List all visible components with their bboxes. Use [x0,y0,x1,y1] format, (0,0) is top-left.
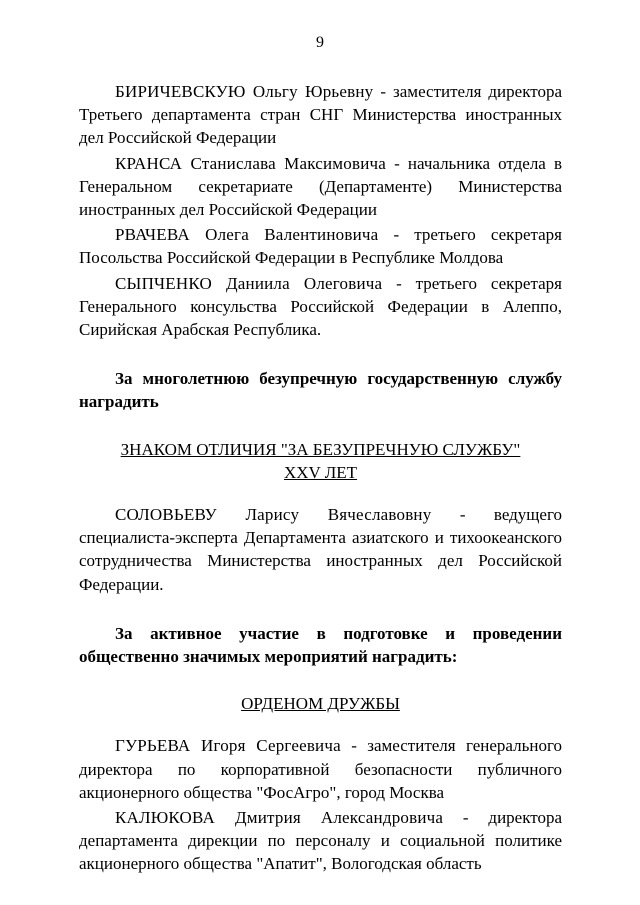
award-entry: СОЛОВЬЕВУ Ларису Вячеславовну - ведущего специалиста-эксперта Департамента азиатского и тихоокеанского сотрудничества Министерства иностранных дел Российской Федерации. [79,505,562,594]
recipient-position: начальника отдела в Генеральном секретариате (Департаменте) Министерства иностранных дел Российской Федерации [79,153,562,220]
award-entry: БИРИЧЕВСКУЮ Ольгу Юрьевну - заместителя директора Третьего департамента стран СНГ Министерства иностранных дел Российской Федерации [79,82,562,148]
recipient-position: третьего секретаря Генерального консульства Российской Федерации в Алеппо, Сирийская Арабская Республика. [79,273,562,340]
page-number: 9 [316,34,324,51]
recipient-name: КРАНСА Станислава Максимовича [115,153,386,173]
recipient-name: СЫПЧЕНКО Даниила Олеговича [115,273,383,293]
recipient-position: заместителя генерального директора по корпоративной безопасности публичного акционерного общества "ФосАгро", город Москва [79,736,562,802]
award-entry: РВАЧЕВА Олега Валентиновича - третьего секретаря Посольства Российской Федерации в Республике Молдова [79,225,562,268]
award-title-years: XXV ЛЕТ [283,462,358,482]
recipient-name: КАЛЮКОВА Дмитрия Александровича [115,808,444,828]
document-body [79,80,562,878]
award-entry: ГУРЬЕВА Игоря Сергеевича - заместителя генерального директора по корпоративной безопасности публичного акционерного общества "ФосАгро", город Москва [79,736,562,802]
award-intro-text: За многолетнюю безупречную государственную службу наградить [79,369,562,412]
recipient-position: третьего секретаря Посольства Российской Федерации в Республике Молдова [79,225,562,268]
award-entry: СЫПЧЕНКО Даниила Олеговича - третьего секретаря Генерального консульства Российской Федерации в Алеппо, Сирийская Арабская Республика. [79,273,562,340]
recipient-position: заместителя директора Третьего департамента стран СНГ Министерства иностранных дел Российской Федерации [79,82,562,148]
recipient-name: ГУРЬЕВА Игоря Сергеевича [115,736,341,756]
award-entry: КРАНСА Станислава Максимовича - начальника отдела в Генеральном секретариате (Департаменте) Министерства иностранных дел Российской Федерации [79,153,562,220]
award-title: ОРДЕНОМ ДРУЖБЫ [241,694,400,714]
recipient-position: ведущего специалиста-эксперта Департамента азиатского и тихоокеанского сотрудничества Министерства иностранных дел Российской Федерации. [79,505,562,594]
recipient-name: БИРИЧЕВСКУЮ Ольгу Юрьевну [115,82,374,101]
award-intro-text: За активное участие в подготовке и проведении общественно значимых мероприятий наградить: [79,623,562,667]
recipient-name: РВАЧЕВА Олега Валентиновича [115,225,379,245]
award-entry: КАЛЮКОВА Дмитрия Александровича - директора департамента дирекции по персоналу и социальной политике акционерного общества "Апатит", Вологодская область [79,808,562,874]
recipient-name: СОЛОВЬЕВУ Ларису Вячеславовну [115,505,432,525]
recipient-position: директора департамента дирекции по персоналу и социальной политике акционерного общества "Апатит", Вологодская область [79,808,562,874]
award-title: ЗНАКОМ ОТЛИЧИЯ "ЗА БЕЗУПРЕЧНУЮ СЛУЖБУ" [120,439,521,459]
